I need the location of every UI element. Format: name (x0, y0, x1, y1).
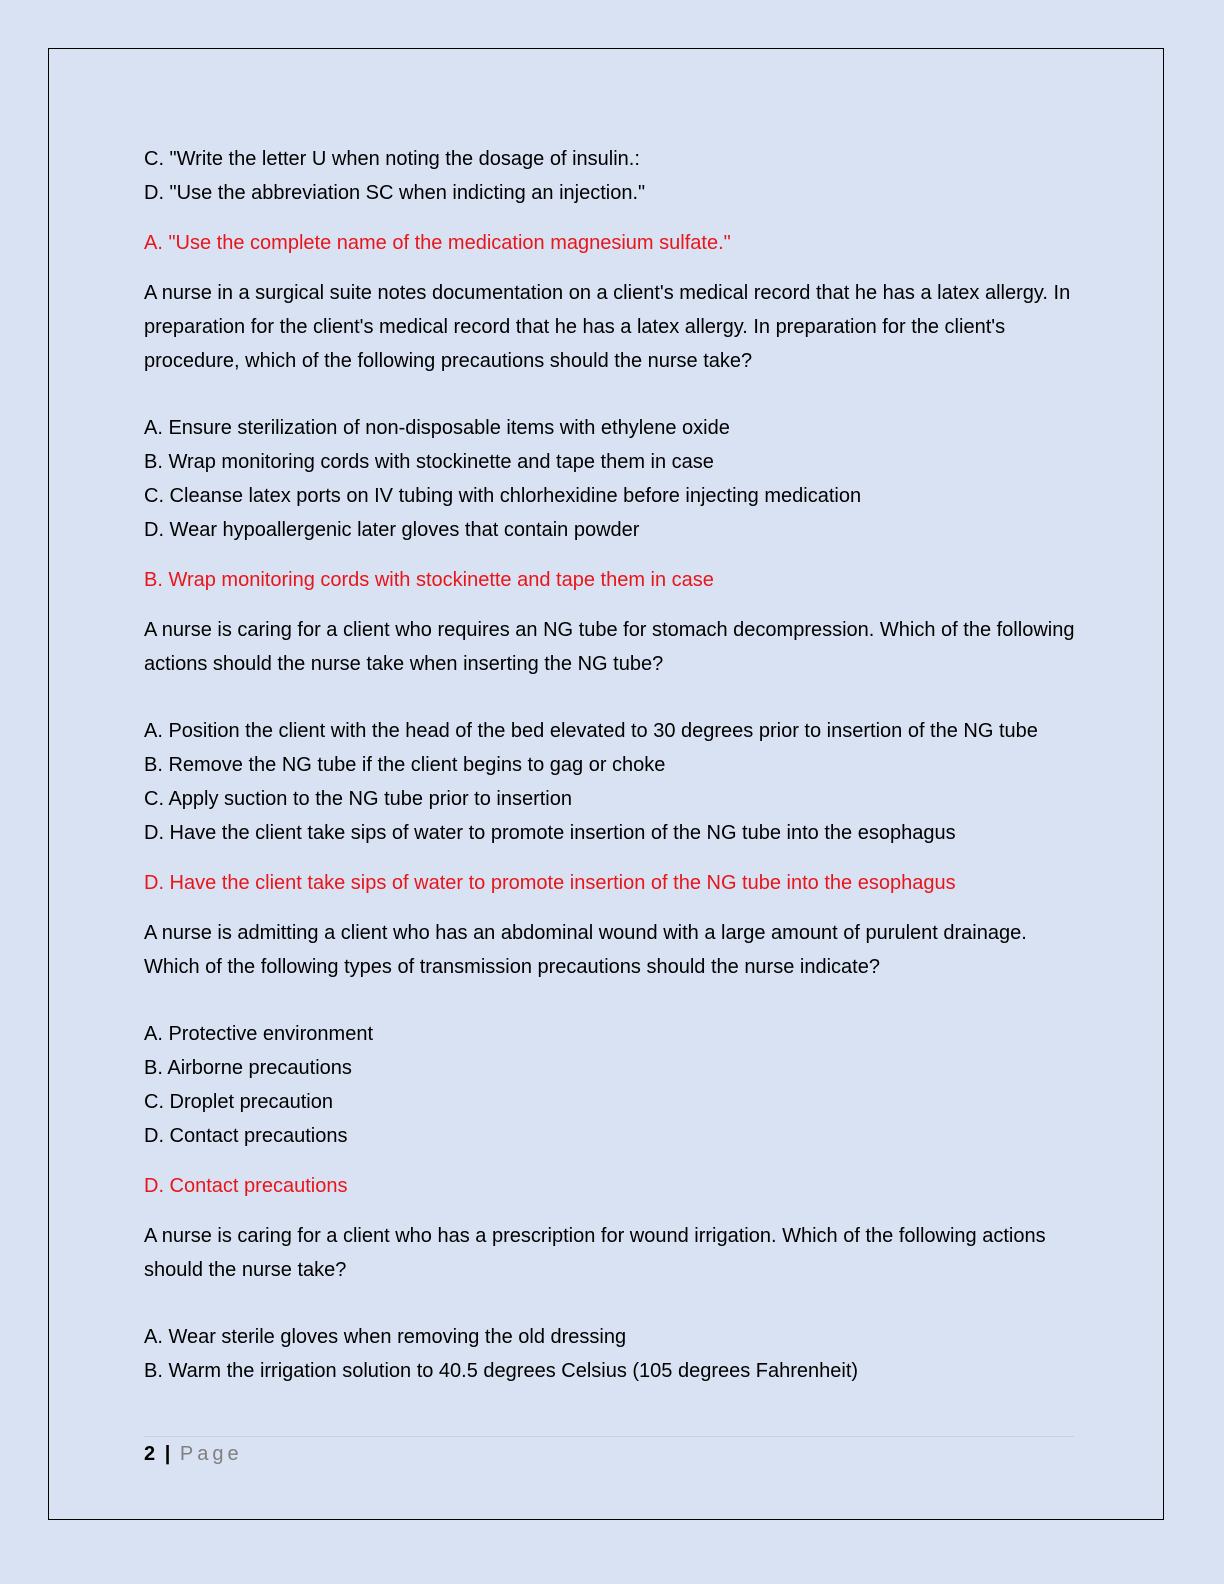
option-c: C. Apply suction to the NG tube prior to insertion (144, 788, 572, 810)
option-c: C. Cleanse latex ports on IV tubing with chlorhexidine before injecting medication (144, 485, 862, 507)
page-footer (144, 1439, 243, 1469)
footer-separator: | (164, 1443, 171, 1465)
option-b: B. Wrap monitoring cords with stockinette and tape them in case (144, 451, 714, 473)
document-body (144, 142, 1079, 1388)
option-d: D. Have the client take sips of water to promote insertion of the NG tube into the esophagus (144, 822, 956, 844)
question-transmission-precautions: A nurse is admitting a client who has an abdominal wound with a large amount of purulent drainage. Which of the following types of transmission precautions should the nurse indicate? (144, 922, 1027, 978)
option-d: D. Wear hypoallergenic later gloves that contain powder (144, 519, 640, 541)
option-d: D. "Use the abbreviation SC when indicting an injection." (144, 182, 646, 204)
option-d: D. Contact precautions (144, 1125, 348, 1147)
option-c: C. "Write the letter U when noting the dosage of insulin.: (144, 148, 640, 170)
answer-line: A. "Use the complete name of the medication magnesium sulfate." (144, 232, 731, 254)
answer-line: B. Wrap monitoring cords with stockinette and tape them in case (144, 569, 714, 591)
page-number: 2 (144, 1443, 156, 1465)
question-ng-tube: A nurse is caring for a client who requires an NG tube for stomach decompression. Which of the following actions should the nurse take when inserting the NG tube? (144, 619, 1075, 675)
answer-line: D. Have the client take sips of water to promote insertion of the NG tube into the esophagus (144, 872, 956, 894)
option-a: A. Protective environment (144, 1023, 373, 1045)
option-a: A. Ensure sterilization of non-disposable items with ethylene oxide (144, 417, 730, 439)
footer-divider (144, 1436, 1074, 1437)
option-b: B. Warm the irrigation solution to 40.5 degrees Celsius (105 degrees Fahrenheit) (144, 1360, 859, 1382)
option-b: B. Remove the NG tube if the client begins to gag or choke (144, 754, 666, 776)
page-label: Page (179, 1443, 243, 1465)
option-c: C. Droplet precaution (144, 1091, 333, 1113)
question-latex-allergy: A nurse in a surgical suite notes documentation on a client's medical record that he has a latex allergy. In preparation for the client's medical record that he has a latex allergy. In preparation for the client's procedure, which of the following precautions should the nurse take? (144, 282, 1071, 372)
option-a: A. Wear sterile gloves when removing the old dressing (144, 1326, 627, 1348)
question-wound-irrigation: A nurse is caring for a client who has a prescription for wound irrigation. Which of the following actions should the nurse take? (144, 1225, 1046, 1281)
answer-line: D. Contact precautions (144, 1175, 348, 1197)
option-a: A. Position the client with the head of the bed elevated to 30 degrees prior to insertion of the NG tube (144, 720, 1038, 742)
option-b: B. Airborne precautions (144, 1057, 352, 1079)
